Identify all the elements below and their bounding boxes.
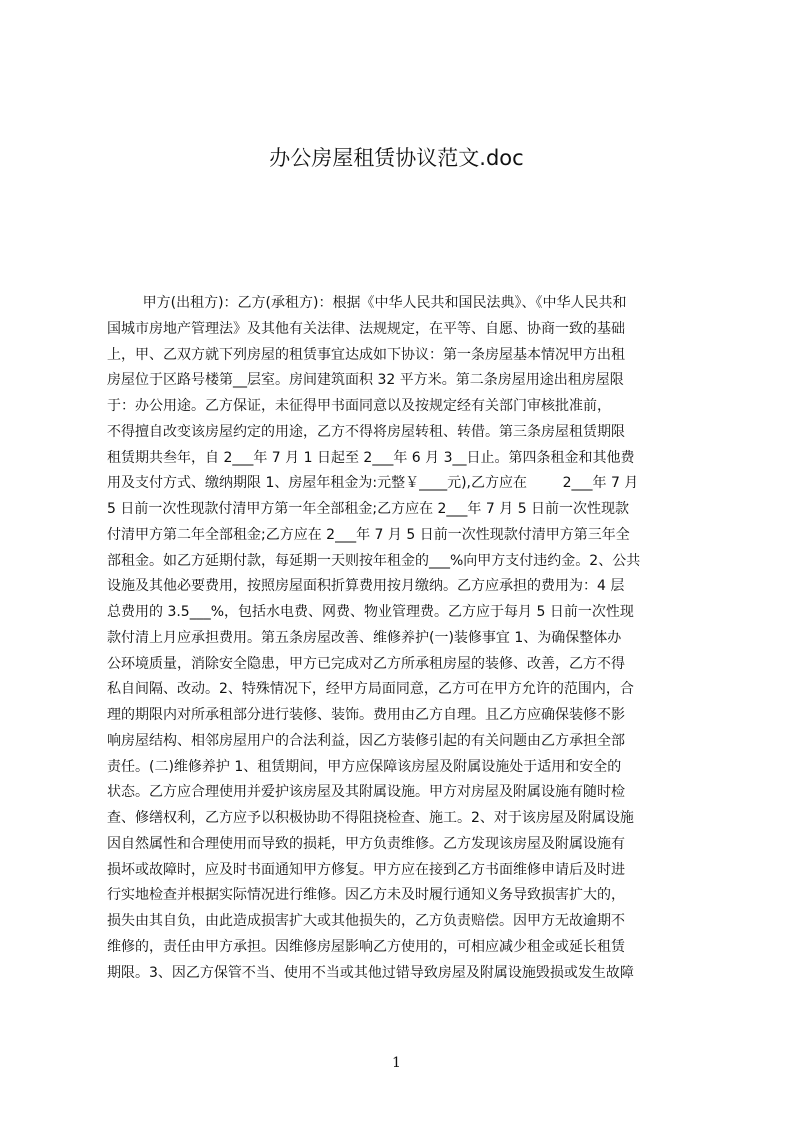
document-title: 办公房屋租赁协议范文.doc (269, 146, 524, 170)
body-line: 设施及其他必要费用，按照房屋面积折算费用按月缴纳。乙方应承担的费用为：4 层 (107, 578, 625, 595)
body-line: 期限。3、因乙方保管不当、使用不当或其他过错导致房屋及附属设施毁损或发生故障 (107, 964, 634, 981)
body-line: 租赁期共叁年，自 2___年 7 月 1 日起至 2___年 6 月 3__日止。第四条租金和其他费 (107, 449, 635, 466)
body-line: 用及支付方式、缴纳期限 1、房屋年租金为:元整￥____元),乙方应在 2___年 7 月 (107, 475, 639, 492)
body-line: 房屋位于区路号楼第__层室。房间建筑面积 32 平方米。第二条房屋用途出租房屋限 (107, 372, 624, 389)
body-line: 响房屋结构、相邻房屋用户的合法利益，因乙方装修引起的有关问题由乙方承担全部 (107, 732, 625, 749)
body-line: 因自然属性和合理使用而导致的损耗，甲方负责维修。乙方发现该房屋及附属设施有 (107, 835, 625, 852)
body-line: 私自间隔、改动。2、特殊情况下，经甲方局面同意，乙方可在甲方允许的范围内，合 (107, 681, 634, 698)
body-line: 责任。(二)维修养护 1、租赁期间，甲方应保障该房屋及附属设施处于适用和安全的 (107, 758, 622, 775)
body-line: 款付清上月应承担费用。第五条房屋改善、维修养护(一)装修事宜 1、为确保整体办 (107, 629, 622, 646)
body-line: 不得擅自改变该房屋约定的用途，乙方不得将房屋转租、转借。第三条房屋租赁期限 (107, 423, 625, 440)
document-body (107, 291, 697, 986)
body-line: 维修的，责任由甲方承担。因维修房屋影响乙方使用的，可相应减少租金或延长租赁 (107, 938, 625, 955)
body-line: 公环境质量，消除安全隐患，甲方已完成对乙方所承租房屋的装修、改善，乙方不得 (107, 655, 625, 672)
page-number: 1 (392, 1055, 401, 1071)
body-line: 行实地检查并根据实际情况进行维修。因乙方未及时履行通知义务导致损害扩大的， (107, 887, 625, 904)
body-line: 5 日前一次性现款付清甲方第一年全部租金;乙方应在 2___年 7 月 5 日前一次性现款 (107, 501, 630, 517)
body-line: 部租金。如乙方延期付款，每延期一天则按年租金的___%向甲方支付违约金。2、公共 (107, 552, 641, 569)
body-line: 总费用的 3.5___%，包括水电费、网费、物业管理费。乙方应于每月 5 日前一次性现 (107, 604, 634, 620)
body-line: 上，甲、乙双方就下列房屋的租赁事宜达成如下协议：第一条房屋基本情况甲方出租 (107, 346, 625, 363)
body-line: 付清甲方第二年全部租金;乙方应在 2___年 7 月 5 日前一次性现款付清甲方第三年全 (107, 526, 630, 543)
body-line: 甲方(出租方)：乙方(承租方)：根据《中华人民共和国民法典》、《中华人民共和 (107, 295, 627, 311)
body-line: 状态。乙方应合理使用并爱护该房屋及其附属设施。甲方对房屋及附属设施有随时检 (107, 784, 625, 801)
body-line: 查、修缮权利，乙方应予以积极协助不得阻挠检查、施工。2、对于该房屋及附属设施 (107, 810, 634, 826)
body-line: 于：办公用途。乙方保证，未征得甲书面同意以及按规定经有关部门审核批准前， (107, 398, 611, 414)
body-line: 损失由其自负，由此造成损害扩大或其他损失的，乙方负责赔偿。因甲方无故逾期不 (107, 913, 625, 929)
body-line: 理的期限内对所承租部分进行装修、装饰。费用由乙方自理。且乙方应确保装修不影 (107, 707, 625, 723)
body-line: 损坏或故障时，应及时书面通知甲方修复。甲方应在接到乙方书面维修申请后及时进 (107, 861, 625, 878)
body-line: 国城市房地产管理法》及其他有关法律、法规规定，在平等、自愿、协商一致的基础 (107, 320, 625, 337)
